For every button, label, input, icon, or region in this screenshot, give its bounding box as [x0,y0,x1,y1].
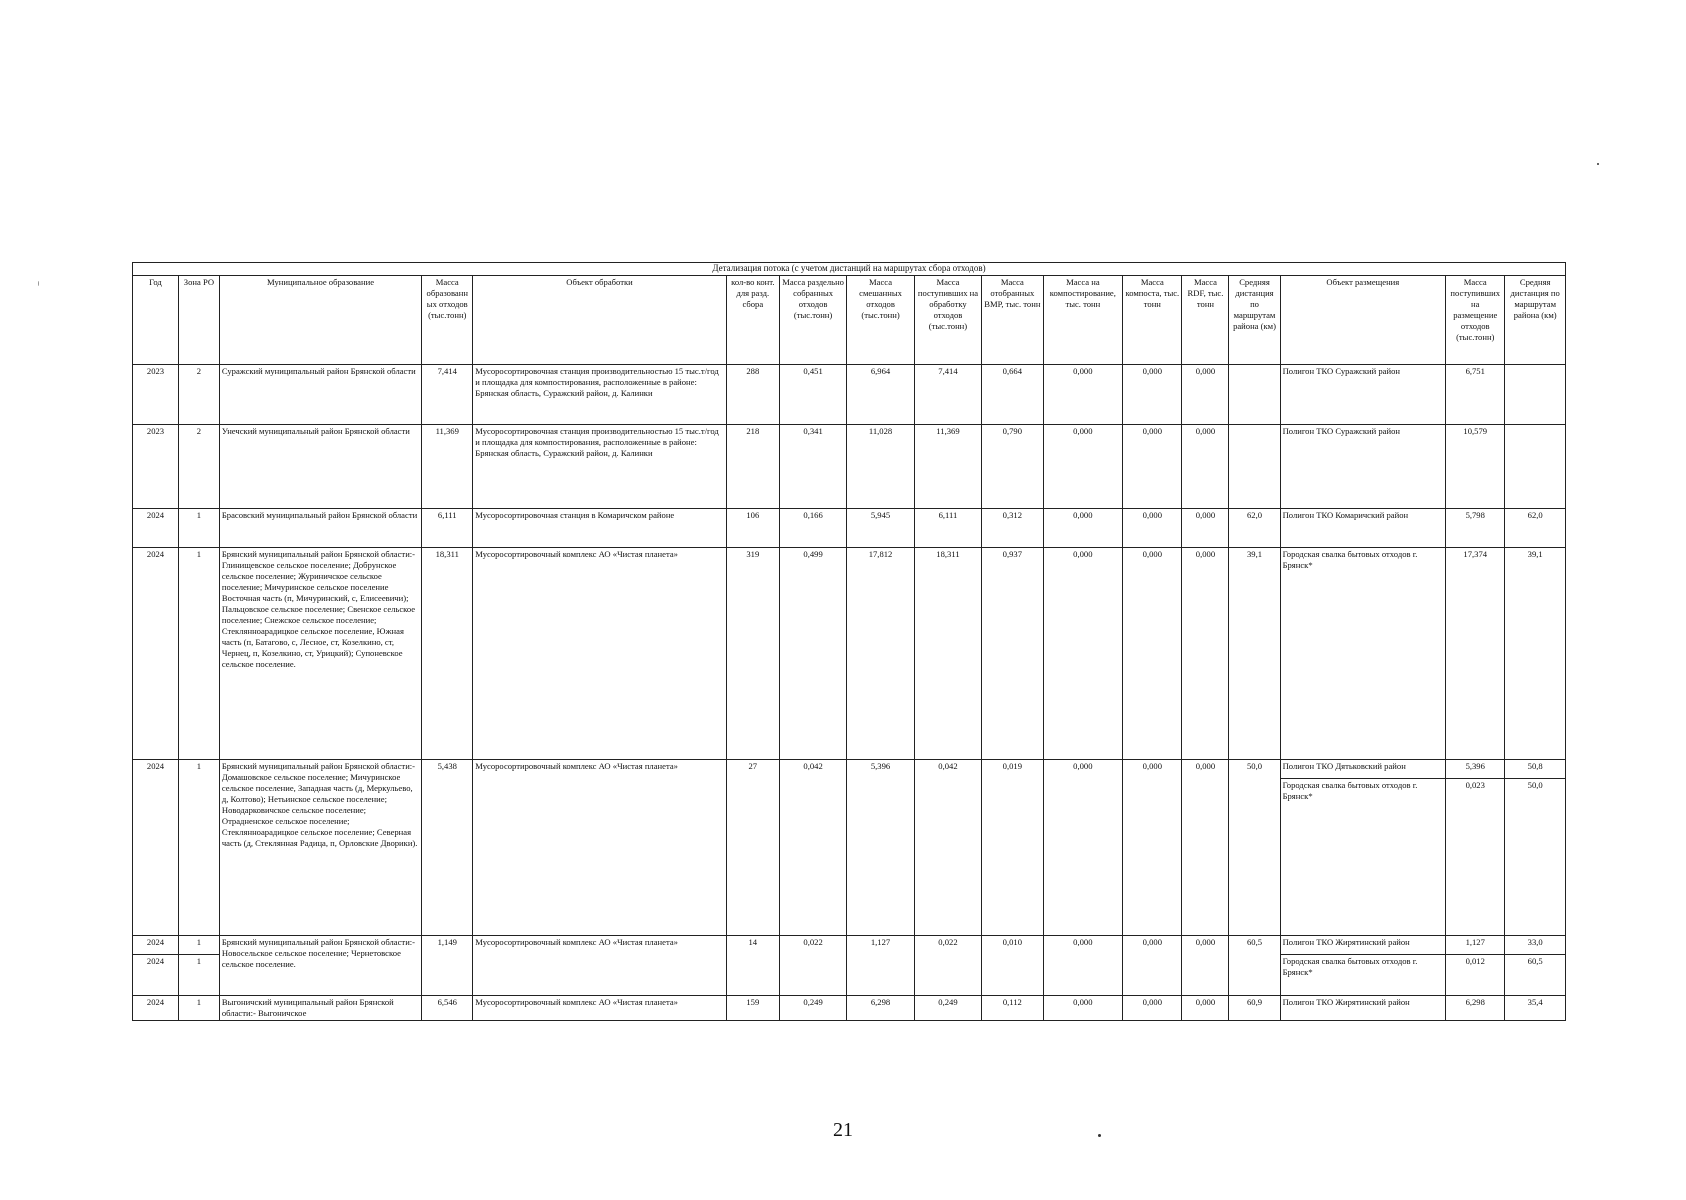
cell-disposal: Полигон ТКО Комаричский район [1280,508,1446,547]
cell-compost-in: 0,000 [1043,364,1123,424]
cell-processed: 18,311 [914,547,981,759]
cell-mass-formed: 18,311 [422,547,473,759]
cell-compost: 0,000 [1123,424,1182,508]
cell-rdf: 0,000 [1182,935,1229,995]
cell-processed: 7,414 [914,364,981,424]
cell-disposal-dist [1505,935,1566,995]
cell-separate: 0,451 [779,364,846,424]
cell-vmr: 0,019 [982,759,1043,935]
col-header-rdf: Масса RDF, тыс. тонн [1182,275,1229,364]
cell-disposal-mass: 10,579 [1446,424,1505,508]
cell-vmr: 0,664 [982,364,1043,424]
cell-containers: 14 [726,935,779,995]
table-row [133,364,1566,424]
cell-vmr: 0,112 [982,995,1043,1020]
cell-disposal: Полигон ТКО Суражский район [1280,424,1446,508]
cell-disposal-mass: 17,374 [1446,547,1505,759]
cell-disposal-dist [1505,424,1566,508]
cell-dist: 60,9 [1229,995,1280,1020]
cell-mass-formed: 11,369 [422,424,473,508]
cell-mixed: 5,945 [847,508,914,547]
table-caption: Детализация потока (с учетом дистанций на маршрутах сбора отходов) [133,263,1566,276]
cell-mixed: 11,028 [847,424,914,508]
cell-processed: 11,369 [914,424,981,508]
cell-municipality: Суражский муниципальный район Брянской области [219,364,421,424]
col-header-mixed: Масса смешанных отходов (тыс.тонн) [847,275,914,364]
cell-zone: 1 [178,508,219,547]
cell-year: 2024 [133,995,179,1020]
zone-value: 1 [196,936,202,947]
cell-vmr: 0,312 [982,508,1043,547]
cell-disposal-dist: 39,1 [1505,547,1566,759]
cell-disposal-dist: 35,4 [1505,995,1566,1020]
cell-disposal-dist: 62,0 [1505,508,1566,547]
col-header-disposal-dist: Средняя дистанция по маршрутам района (км) [1505,275,1566,364]
cell-disposal-mass: 5,798 [1446,508,1505,547]
cell-containers: 27 [726,759,779,935]
cell-containers: 218 [726,424,779,508]
page-number: 21 [833,1119,853,1141]
disposal-site: Полигон ТКО Дятьковский район [1282,760,1406,771]
cell-separate: 0,166 [779,508,846,547]
cell-disposal-mass [1446,935,1505,995]
cell-mixed: 5,396 [847,759,914,935]
col-header-compost-in: Масса на компостирование, тыс. тонн [1043,275,1123,364]
cell-mass-formed: 7,414 [422,364,473,424]
cell-mass-formed: 6,546 [422,995,473,1020]
col-header-separate: Масса раздельно собранных отходов (тыс.тонн) [779,275,846,364]
col-header-containers: кол-во конт. для разд. сбора [726,275,779,364]
cell-municipality: Брянский муниципальный район Брянской области:- Домашовское сельское поселение; Мичуринское сельское поселение, Западная часть (д, Меркульево, д, Колтово); Нетьинское сельское поселение; Новодарковичское сельское поселение; Отрадненское сельское поселение; Стеклянноарадицкое сельское поселение; Северная часть (д, Стеклянная Радица, п, Орловские Дворики). [219,759,421,935]
cell-object: Мусоросортировочный комплекс АО «Чистая планета» [473,995,726,1020]
cell-disposal-dist [1505,364,1566,424]
cell-zone: 1 [178,759,219,935]
cell-mass-formed: 5,438 [422,759,473,935]
cell-separate: 0,341 [779,424,846,508]
table-row [133,995,1566,1020]
cell-rdf: 0,000 [1182,547,1229,759]
table-row [133,508,1566,547]
disposal-dist: 60,5 [1505,954,1565,967]
col-header-compost: Масса компоста, тыс. тонн [1123,275,1182,364]
cell-disposal [1280,759,1446,935]
cell-dist: 39,1 [1229,547,1280,759]
cell-zone: 1 [178,547,219,759]
col-header-municipality: Муниципальное образование [219,275,421,364]
cell-zone [178,935,219,995]
year-value: 2024 [133,954,178,967]
cell-compost: 0,000 [1123,759,1182,935]
cell-zone: 1 [178,995,219,1020]
disposal-mass: 1,127 [1465,936,1485,947]
cell-municipality: Выгоничский муниципальный район Брянской области:- Выгоничское [219,995,421,1020]
table-row [133,547,1566,759]
cell-disposal-mass: 6,298 [1446,995,1505,1020]
cell-compost: 0,000 [1123,547,1182,759]
cell-mixed: 1,127 [847,935,914,995]
disposal-dist: 50,0 [1505,778,1565,791]
col-header-year: Год [133,275,179,364]
cell-disposal: Полигон ТКО Жирятинский район [1280,995,1446,1020]
cell-rdf: 0,000 [1182,364,1229,424]
cell-vmr: 0,010 [982,935,1043,995]
col-header-dist: Средняя дистанция по маршрутам района (км) [1229,275,1280,364]
cell-compost: 0,000 [1123,364,1182,424]
cell-dist [1229,364,1280,424]
disposal-mass: 5,396 [1465,760,1485,771]
cell-dist: 62,0 [1229,508,1280,547]
disposal-dist: 50,8 [1527,760,1543,771]
table-row [133,759,1566,935]
cell-containers: 106 [726,508,779,547]
cell-disposal [1280,935,1446,995]
cell-disposal-mass: 6,751 [1446,364,1505,424]
cell-compost-in: 0,000 [1043,508,1123,547]
cell-object: Мусоросортировочная станция в Комаричском районе [473,508,726,547]
cell-disposal-mass [1446,759,1505,935]
cell-disposal-dist [1505,759,1566,935]
cell-mass-formed: 6,111 [422,508,473,547]
cell-mixed: 6,298 [847,995,914,1020]
cell-separate: 0,022 [779,935,846,995]
table-row [133,424,1566,508]
cell-compost: 0,000 [1123,508,1182,547]
cell-processed: 6,111 [914,508,981,547]
year-value: 2024 [146,936,165,947]
cell-processed: 0,042 [914,759,981,935]
cell-municipality: Брянский муниципальный район Брянской области:- Новосельское сельское поселение; Чернетовское сельское поселение. [219,935,421,995]
cell-mixed: 17,812 [847,547,914,759]
cell-dist: 50,0 [1229,759,1280,935]
cell-containers: 288 [726,364,779,424]
cell-separate: 0,249 [779,995,846,1020]
cell-separate: 0,042 [779,759,846,935]
cell-rdf: 0,000 [1182,995,1229,1020]
cell-object: Мусоросортировочная станция производительностью 15 тыс.т/год и площадка для компостирования, расположенные в районе: Брянская область, Суражский район, д. Калинки [473,364,726,424]
disposal-site: Городская свалка бытовых отходов г. Брянск* [1281,954,1446,978]
cell-disposal: Полигон ТКО Суражский район [1280,364,1446,424]
cell-compost-in: 0,000 [1043,935,1123,995]
scan-speck [1098,1134,1101,1137]
cell-dist: 60,5 [1229,935,1280,995]
cell-processed: 0,022 [914,935,981,995]
cell-zone: 2 [178,364,219,424]
cell-compost-in: 0,000 [1043,759,1123,935]
cell-municipality: Унечский муниципальный район Брянской области [219,424,421,508]
scan-speck [38,281,39,286]
cell-rdf: 0,000 [1182,424,1229,508]
cell-object: Мусоросортировочный комплекс АО «Чистая планета» [473,547,726,759]
disposal-mass: 0,012 [1446,954,1504,967]
table-row [133,935,1566,995]
cell-municipality: Брянский муниципальный район Брянской области:- Глинищевское сельское поселение; Добрунское сельское поселение; Журиничское сельское поселение; Мичуринское сельское поселение Восточная часть (п, Мичуринский, с, Елисеевичи); Пальцовское сельское поселение; Свенское сельское поселение; Снежское сельское поселение; Стеклянноарадицкое сельское поселение, Южная часть (п, Батагово, с, Лесное, ст, Козелкино, ст, Чернец, п, Козелкино, ст, Урицкий); Супоневское сельское поселение. [219,547,421,759]
disposal-dist: 33,0 [1527,936,1543,947]
cell-compost: 0,000 [1123,935,1182,995]
col-header-disposal: Объект размещения [1280,275,1446,364]
cell-mixed: 6,964 [847,364,914,424]
col-header-vmr: Масса отобранных ВМР, тыс. тонн [982,275,1043,364]
detail-table [132,262,1566,1021]
col-header-object: Объект обработки [473,275,726,364]
col-header-mass-formed: Масса образованных отходов (тыс.тонн) [422,275,473,364]
col-header-disposal-mass: Масса поступивших на размещение отходов (тыс.тонн) [1446,275,1505,364]
disposal-site: Полигон ТКО Жирятинский район [1282,936,1410,947]
cell-mass-formed: 1,149 [422,935,473,995]
cell-compost-in: 0,000 [1043,424,1123,508]
cell-compost-in: 0,000 [1043,995,1123,1020]
cell-year: 2023 [133,364,179,424]
cell-object: Мусоросортировочный комплекс АО «Чистая планета» [473,759,726,935]
cell-municipality: Брасовский муниципальный район Брянской области [219,508,421,547]
cell-rdf: 0,000 [1182,759,1229,935]
cell-dist [1229,424,1280,508]
cell-year: 2023 [133,424,179,508]
cell-processed: 0,249 [914,995,981,1020]
detail-table-container [132,262,1566,1021]
cell-compost-in: 0,000 [1043,547,1123,759]
cell-vmr: 0,937 [982,547,1043,759]
cell-vmr: 0,790 [982,424,1043,508]
col-header-zone: Зона РО [178,275,219,364]
cell-object: Мусоросортировочный комплекс АО «Чистая планета» [473,935,726,995]
cell-object: Мусоросортировочная станция производительностью 15 тыс.т/год и площадка для компостирования, расположенные в районе: Брянская область, Суражский район, д. Калинки [473,424,726,508]
disposal-mass: 0,023 [1446,778,1504,791]
cell-year: 2024 [133,547,179,759]
cell-zone: 2 [178,424,219,508]
col-header-processed: Масса поступивших на обработку отходов (тыс.тонн) [914,275,981,364]
cell-year [133,935,179,995]
cell-separate: 0,499 [779,547,846,759]
cell-containers: 319 [726,547,779,759]
zone-value: 1 [179,954,219,967]
scan-speck [1597,163,1599,165]
cell-compost: 0,000 [1123,995,1182,1020]
cell-year: 2024 [133,759,179,935]
cell-containers: 159 [726,995,779,1020]
disposal-site: Городская свалка бытовых отходов г. Брянск* [1281,778,1446,802]
cell-year: 2024 [133,508,179,547]
cell-disposal: Городская свалка бытовых отходов г. Брянск* [1280,547,1446,759]
cell-rdf: 0,000 [1182,508,1229,547]
